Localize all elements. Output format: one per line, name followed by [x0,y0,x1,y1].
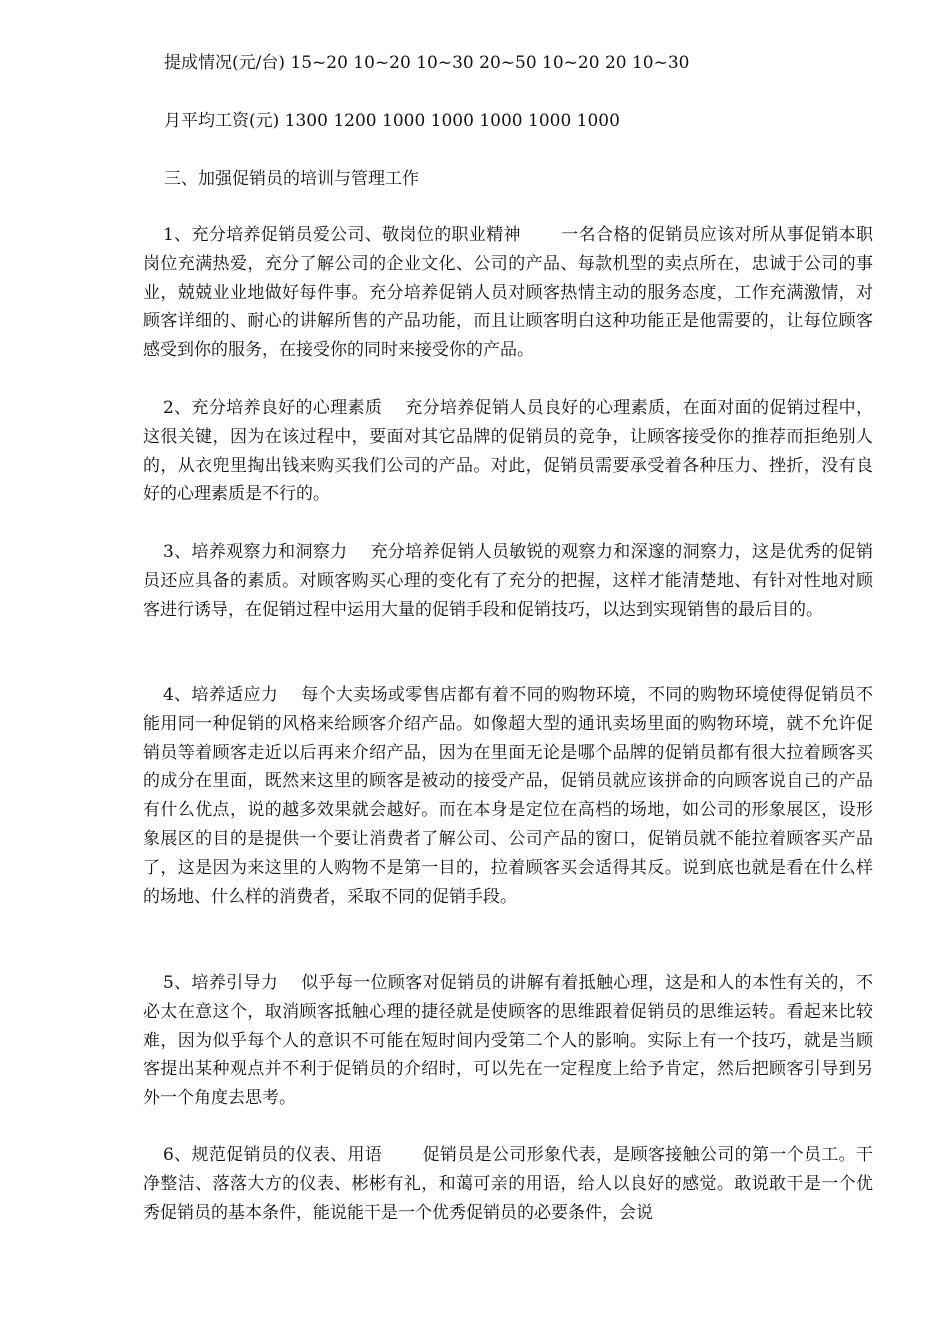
section-heading: 三、加强促销员的培训与管理工作 [164,169,419,189]
paragraph-6-text: 6、规范促销员的仪表、用语 促销员是公司形象代表，是顾客接触公司的第一个员工。干净整洁、落落大方的仪表、彬彬有礼，和蔼可亲的用语，给人以良好的感觉。敢说敢干是一个优秀促销员的基本条件，能说能干是一个优秀促销员的必要条件，会说 [143,1145,873,1223]
paragraph-4 [143,681,873,911]
paragraph-4-text: 4、培养适应力 每个大卖场或零售店都有着不同的购物环境，不同的购物环境使得促销员不能用同一种促销的风格来给顾客介绍产品。如像超大型的通讯卖场里面的购物环境，就不允许促销员等着顾客走近以后再来介绍产品，因为在里面无论是哪个品牌的促销员都有很大拉着顾客买的成分在里面，既然来这里的顾客是被动的接受产品，促销员就应该拼命的向顾客说自己的产品有什么优点，说的越多效果就会越好。而在本身是定位在高档的场地，如公司的形象展区，设形象展区的目的是提供一个要让消费者了解公司、公司产品的窗口，促销员就不能拉着顾客买产品了，这是因为来这里的人购物不是第一目的，拉着顾客买会适得其反。说到底也就是看在什么样的场地、什么样的消费者，采取不同的促销手段。 [143,685,873,907]
paragraph-5 [143,969,873,1113]
paragraph-6 [143,1141,873,1227]
paragraph-5-text: 5、培养引导力 似乎每一位顾客对促销员的讲解有着抵触心理，这是和人的本性有关的，不必太在意这个，取消顾客抵触心理的捷径就是使顾客的思维跟着促销员的思维运转。看起来比较难，因为似乎每个人的意识不可能在短时间内受第二个人的影响。实际上有一个技巧，就是当顾客提出某种观点并不利于促销员的介绍时，可以先在一定程度上给予肯定，然后把顾客引导到另外一个角度去思考。 [143,973,873,1109]
paragraph-3-text: 3、培养观察力和洞察力 充分培养促销人员敏锐的观察力和深邃的洞察力，这是优秀的促销员还应具备的素质。对顾客购买心理的变化有了充分的把握，这样才能清楚地、有针对性地对顾客进行诱导，在促销过程中运用大量的促销手段和促销技巧，以达到实现销售的最后目的。 [143,542,873,620]
paragraph-1 [143,221,873,365]
paragraph-3 [143,538,873,624]
salary-row: 月平均工资(元) 1300 1200 1000 1000 1000 1000 1000 [164,111,620,131]
paragraph-1-text: 1、充分培养促销员爱公司、敬岗位的职业精神 一名合格的促销员应该对所从事促销本职岗位充满热爱，充分了解公司的企业文化、公司的产品、每款机型的卖点所在，忠诚于公司的事业，兢兢业业地做好每件事。充分培养促销人员对顾客热情主动的服务态度，工作充满激情，对顾客详细的、耐心的讲解所售的产品功能，而且让顾客明白这种功能正是他需要的，让每位顾客感受到你的服务，在接受你的同时来接受你的产品。 [143,225,873,361]
commission-row: 提成情况(元/台) 15~20 10~20 10~30 20~50 10~20 20 10~30 [164,53,690,73]
paragraph-2 [143,394,873,509]
paragraph-2-text: 2、充分培养良好的心理素质 充分培养促销人员良好的心理素质，在面对面的促销过程中，这很关键，因为在该过程中，要面对其它品牌的促销员的竞争，让顾客接受你的推荐而拒绝别人的，从衣兜里掏出钱来购买我们公司的产品。对此，促销员需要承受着各种压力、挫折，没有良好的心理素质是不行的。 [143,398,873,505]
